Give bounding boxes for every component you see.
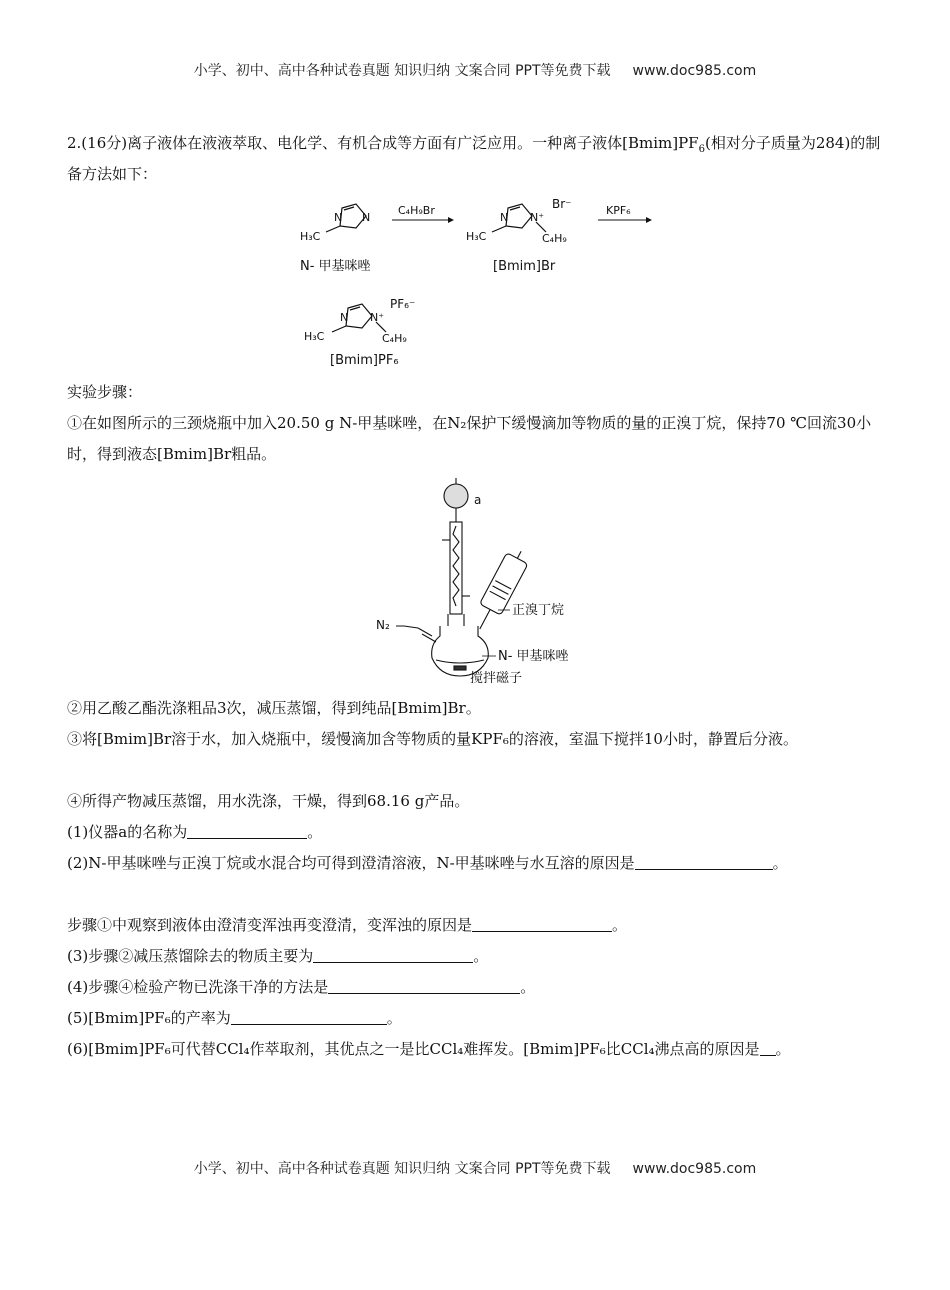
label-stirrer: 搅拌磁子 bbox=[470, 671, 523, 686]
mol1-n1: N bbox=[334, 211, 343, 224]
q4-text: (4)步骤④检验产物已洗涤干净的方法是 bbox=[67, 978, 329, 996]
mol2-h3c: H₃C bbox=[466, 230, 487, 243]
steps-title: 实验步骤： bbox=[67, 383, 143, 401]
reaction-scheme bbox=[290, 188, 670, 373]
stir-bar bbox=[454, 666, 466, 670]
q2-blank[interactable] bbox=[635, 853, 773, 870]
mol3-pf6-minus: PF₆⁻ bbox=[390, 297, 416, 311]
header-url[interactable]: www.doc985.com bbox=[632, 63, 757, 79]
intro-text-2: (相对分子质量为284)的制备方法如下： bbox=[67, 134, 881, 183]
page-footer bbox=[0, 1158, 950, 1178]
q6-end: 。 bbox=[775, 1040, 791, 1058]
label-methylimidazole: N- 甲基咪唑 bbox=[498, 649, 569, 664]
mol2-br-minus: Br⁻ bbox=[552, 197, 572, 211]
intro-subscript: 6 bbox=[698, 144, 705, 155]
reagent-2: KPF₆ bbox=[606, 204, 631, 217]
q5-text: (5)[Bmim]PF₆的产率为 bbox=[67, 1009, 231, 1027]
q6-text: (6)[Bmim]PF₆可代替CCl₄作萃取剂，其优点之一是比CCl₄难挥发。[Bmim]PF₆比CCl₄沸点高的原因是 bbox=[67, 1040, 760, 1058]
page-header bbox=[0, 60, 950, 80]
step-3: ③将[Bmim]Br溶于水，加入烧瓶中，缓慢滴加含等物质的量KPF₆的溶液，室温下搅拌10小时，静置后分液。 bbox=[67, 730, 798, 748]
apparatus-figure bbox=[370, 476, 590, 688]
q4-end: 。 bbox=[520, 978, 536, 996]
reflux-condenser bbox=[450, 522, 462, 614]
step-2: ②用乙酸乙酯洗涤粗品3次，减压蒸馏，得到纯品[Bmim]Br。 bbox=[67, 699, 481, 717]
q5-blank[interactable] bbox=[231, 1008, 387, 1025]
q5-end: 。 bbox=[386, 1009, 402, 1027]
q3-end: 。 bbox=[473, 947, 489, 965]
q2b-end: 。 bbox=[612, 916, 628, 934]
q2-text: (2)N-甲基咪唑与正溴丁烷或水混合均可得到澄清溶液，N-甲基咪唑与水互溶的原因是 bbox=[67, 854, 635, 872]
q1-text: (1)仪器a的名称为 bbox=[67, 823, 188, 841]
arrow-2-head bbox=[646, 217, 652, 223]
mol1-h3c: H₃C bbox=[300, 230, 321, 243]
q2-end: 。 bbox=[772, 854, 788, 872]
footer-text: 小学、初中、高中各种试卷真题 知识归纳 文案合同 PPT等免费下载 bbox=[193, 1161, 611, 1177]
mol2-c4h9: C₄H₉ bbox=[542, 232, 567, 245]
footer-url[interactable]: www.doc985.com bbox=[632, 1161, 757, 1177]
question-6 bbox=[67, 1034, 867, 1065]
header-text: 小学、初中、高中各种试卷真题 知识归纳 文案合同 PPT等免费下载 bbox=[193, 63, 611, 79]
scheme-label-1: N- 甲基咪唑 bbox=[300, 259, 371, 274]
question-2 bbox=[67, 848, 897, 879]
arrow-1-head bbox=[448, 217, 454, 223]
q3-blank[interactable] bbox=[313, 946, 473, 963]
question-2b bbox=[67, 910, 887, 941]
question-1 bbox=[67, 817, 887, 848]
n-methylimidazole-structure bbox=[326, 204, 366, 232]
q2b-blank[interactable] bbox=[472, 915, 612, 932]
liquid-surface bbox=[436, 660, 484, 663]
label-bromobutane: 正溴丁烷 bbox=[512, 603, 565, 618]
scheme-label-3: [Bmim]PF₆ bbox=[330, 353, 399, 368]
drying-tube-bulb bbox=[444, 484, 468, 508]
intro-text-1: 2.(16分)离子液体在液液萃取、电化学、有机合成等方面有广泛应用。一种离子液体[Bmim]PF bbox=[67, 134, 699, 152]
label-n2: N₂ bbox=[376, 618, 390, 632]
mol3-n1: N bbox=[340, 311, 349, 324]
scheme-label-2: [Bmim]Br bbox=[493, 259, 556, 274]
question-5 bbox=[67, 1003, 887, 1034]
q1-blank[interactable] bbox=[187, 822, 307, 839]
q3-text: (3)步骤②减压蒸馏除去的物质主要为 bbox=[67, 947, 314, 965]
question-intro bbox=[67, 128, 887, 190]
label-a: a bbox=[474, 493, 482, 507]
mol2-n1: N bbox=[500, 211, 509, 224]
q6-blank[interactable] bbox=[760, 1039, 776, 1056]
step-4: ④所得产物减压蒸馏，用水洗涤，干燥，得到68.16 g产品。 bbox=[67, 792, 470, 810]
q2b-text: 步骤①中观察到液体由澄清变浑浊再变澄清，变浑浊的原因是 bbox=[67, 916, 473, 934]
mol1-n2: N bbox=[362, 211, 371, 224]
step-1: ①在如图所示的三颈烧瓶中加入20.50 g N-甲基咪唑，在N₂保护下缓慢滴加等物质的量的正溴丁烷，保持70 ℃回流30小时，得到液态[Bmim]Br粗品。 bbox=[67, 414, 872, 463]
mol2-n-plus: N⁺ bbox=[530, 211, 545, 224]
reagent-1: C₄H₉Br bbox=[398, 204, 435, 217]
q4-blank[interactable] bbox=[328, 977, 520, 994]
mol3-c4h9: C₄H₉ bbox=[382, 332, 407, 345]
mol3-h3c: H₃C bbox=[304, 330, 325, 343]
mol3-n-plus: N⁺ bbox=[370, 311, 385, 324]
question-4 bbox=[67, 972, 887, 1003]
q1-end: 。 bbox=[307, 823, 323, 841]
question-3 bbox=[67, 941, 887, 972]
